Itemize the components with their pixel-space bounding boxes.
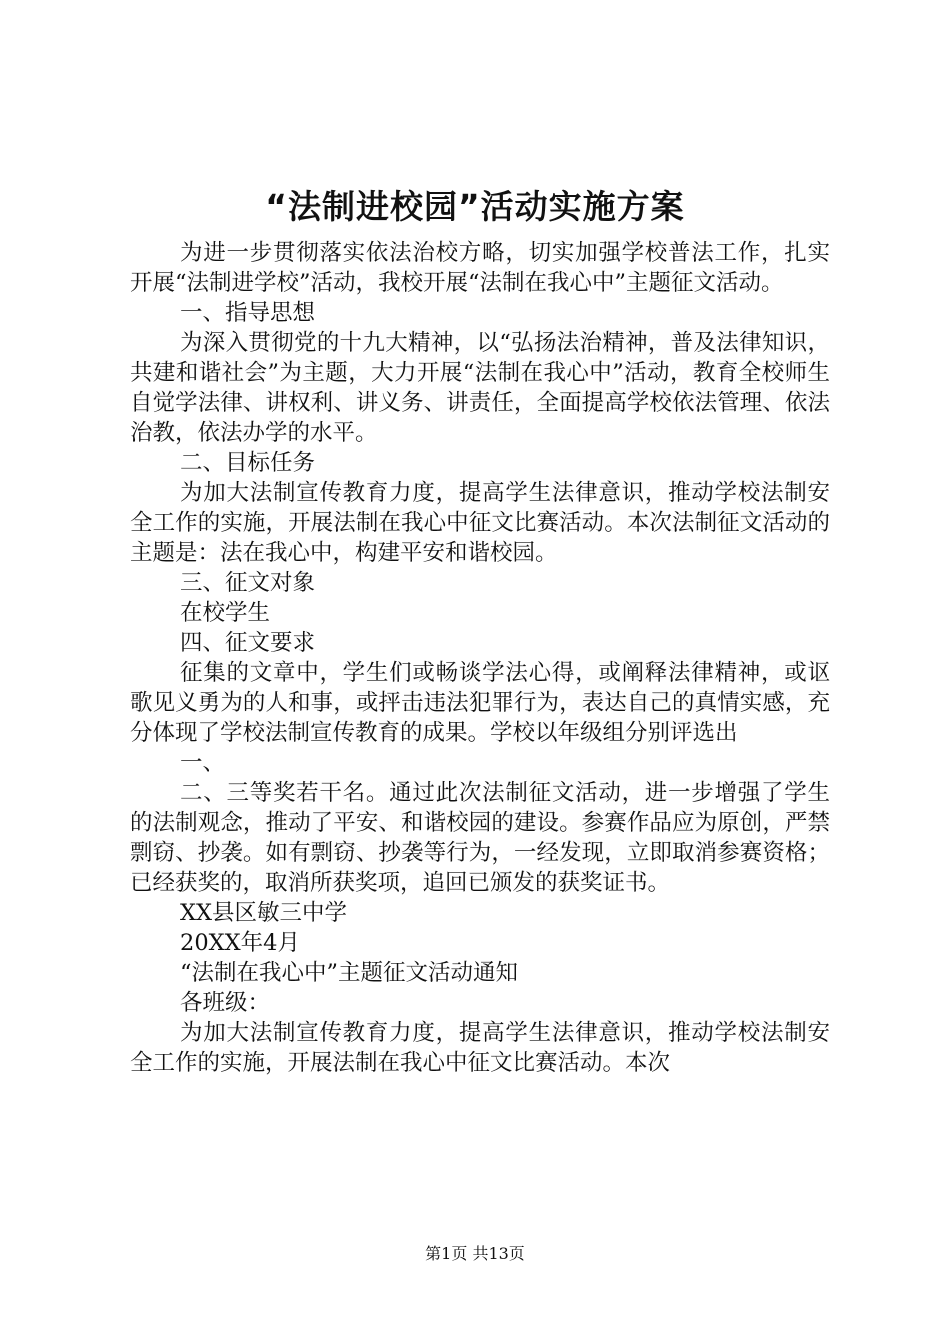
document-body <box>130 238 830 1078</box>
notice-salutation: 各班级： <box>180 990 271 1016</box>
section-heading-requirements: 四、征文要求 <box>180 630 316 656</box>
document-date: 20XX年4月 <box>180 930 300 956</box>
section-heading-participants: 三、征文对象 <box>180 570 316 596</box>
notice-paragraph: 为加大法制宣传教育力度，提高学生法律意识，推动学校法制安全工作的实施，开展法制在我心中征文比赛活动。本次 <box>130 1020 830 1076</box>
section-heading-objectives: 二、目标任务 <box>180 450 316 476</box>
guiding-idea-paragraph: 为深入贯彻党的十九大精神，以“弘扬法治精神，普及法律知识，共建和谐社会”为主题，大力开展“法制在我心中”活动，教育全校师生自觉学法律、讲权利、讲义务、讲责任，全面提高学校依法管理、依法治教，依法办学的水平。 <box>130 330 830 446</box>
section-heading-guiding-idea: 一、指导思想 <box>180 300 316 326</box>
requirements-paragraph: 征集的文章中，学生们或畅谈学法心得，或阐释法律精神，或讴歌见义勇为的人和事，或抨击违法犯罪行为，表达自己的真情实感，充分体现了学校法制宣传教育的成果。学校以年级组分别评选出 <box>130 660 830 746</box>
participants-paragraph: 在校学生 <box>180 600 271 626</box>
notice-title: “法制在我心中”主题征文活动通知 <box>180 960 519 986</box>
prizes-paragraph: 二、三等奖若干名。通过此次法制征文活动，进一步增强了学生的法制观念，推动了平安、和谐校园的建设。参赛作品应为原创，严禁剽窃、抄袭。如有剽窃、抄袭等行为，一经发现，立即取消参赛资格；已经获奖的，取消所获奖项，追回已颁发的获奖证书。 <box>130 780 830 896</box>
objectives-paragraph: 为加大法制宣传教育力度，提高学生法律意识，推动学校法制安全工作的实施，开展法制在我心中征文比赛活动。本次法制征文活动的主题是：法在我心中，构建平安和谐校园。 <box>130 480 830 566</box>
intro-paragraph: 为进一步贯彻落实依法治校方略，切实加强学校普法工作，扎实开展“法制进学校”活动，我校开展“法制在我心中”主题征文活动。 <box>130 240 830 296</box>
first-prize-line: 一、 <box>180 750 226 776</box>
document-title: “法制进校园”活动实施方案 <box>265 187 685 226</box>
page-number-footer: 第1页 共13页 <box>425 1244 525 1263</box>
school-name: XX县区敏三中学 <box>180 900 348 926</box>
